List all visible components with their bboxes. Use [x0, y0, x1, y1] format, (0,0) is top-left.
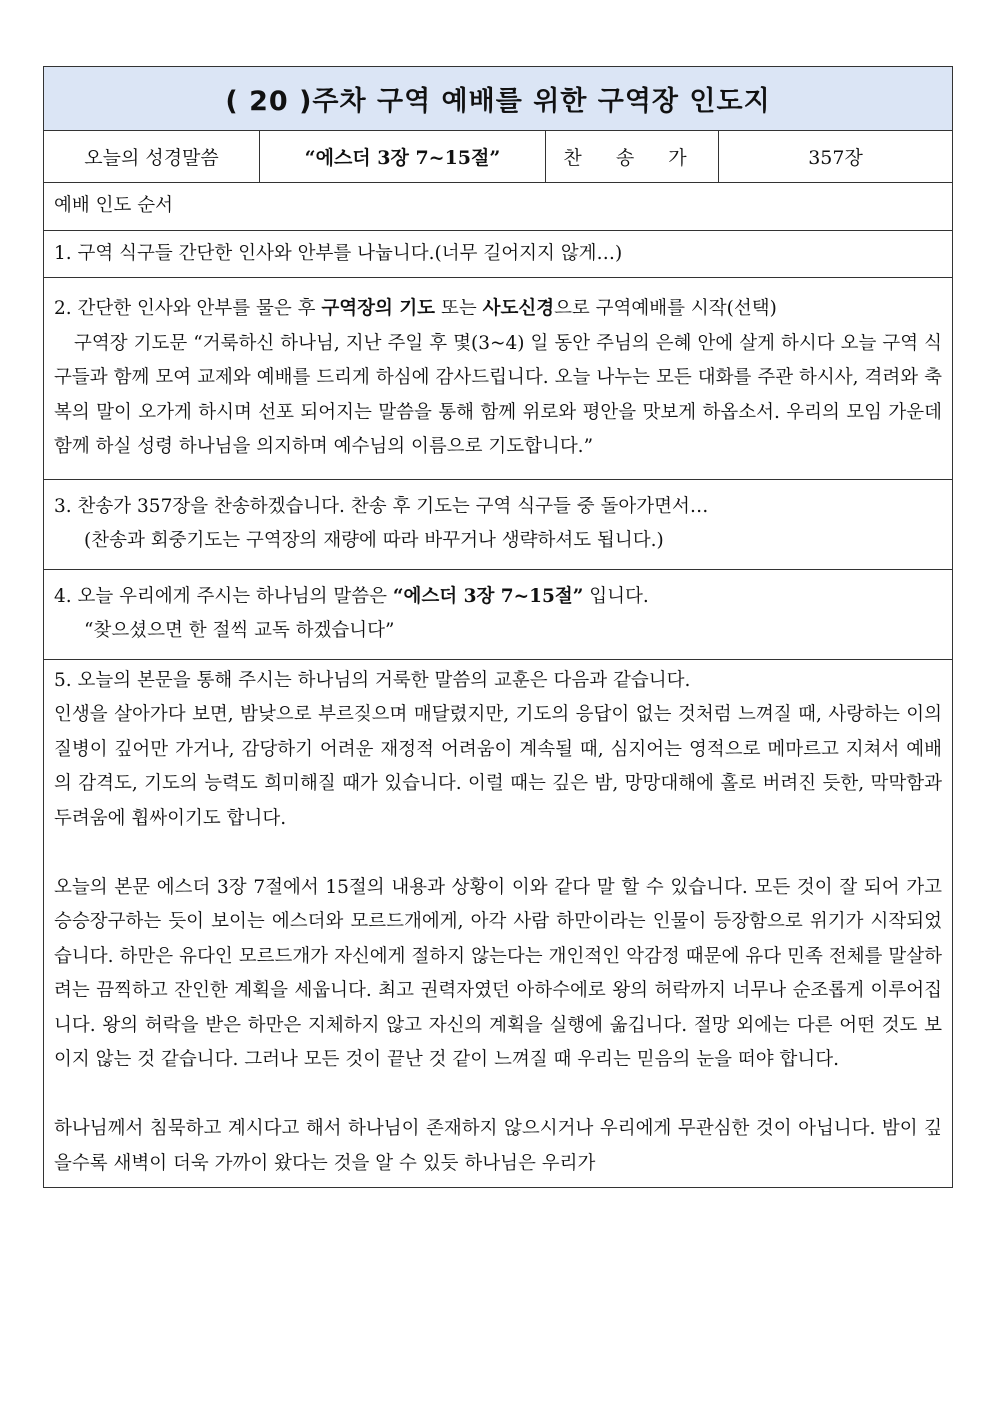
- hymn-label-text: 찬 송 가: [563, 147, 701, 169]
- step-4-post: 입니다.: [583, 585, 649, 607]
- step-5: [44, 659, 953, 1188]
- step-2: [44, 278, 953, 480]
- step-2-mid: 또는: [435, 298, 483, 319]
- step-2-prayer: [54, 327, 942, 465]
- step-2-prayer-text: 구역장 기도문 “거룩하신 하나님, 지난 주일 후 몇(3~4) 일 동안 주님의 은혜 안에 살게 하시다 오늘 구역 식구들과 함께 모여 교제와 예배를 드리게 하심에 감사드립니다. 오늘 나누는 모든 대화를 주관 하시사, 격려와 축복의 말이 오가게 하시며 선포 되어지는 말씀을 통해 함께 위로와 평안을 맛보게 하옵소서. 우리의 모임 가운데 함께 하실 성령 하나님을 의지하며 예수님의 이름으로 기도합니다.”: [54, 332, 943, 457]
- hymn-label: [546, 131, 719, 183]
- scripture-label: 오늘의 성경말씀: [44, 131, 260, 183]
- paragraph-gap: [54, 836, 942, 871]
- step-3-line-2: (찬송과 회중기도는 구역장의 재량에 따라 바꾸거나 생략하셔도 됩니다.): [84, 530, 664, 551]
- paragraph-gap: [54, 1078, 942, 1113]
- step-3-line-1: 3. 찬송가 357장을 찬송하겠습니다. 찬송 후 기도는 구역 식구들 중 돌아가면서…: [54, 495, 709, 517]
- step-5-intro: 5. 오늘의 본문을 통해 주시는 하나님의 거룩한 말씀의 교훈은 다음과 같습니다.: [54, 669, 691, 691]
- worship-guide-table: [43, 66, 953, 1188]
- step-5-paragraph-3: 하나님께서 침묵하고 계시다고 해서 하나님이 존재하지 않으시거나 우리에게 무관심한 것이 아닙니다. 밤이 깊을수록 새벽이 더욱 가까이 왔다는 것을 알 수 있듯 하나님은 우리가: [54, 1118, 943, 1174]
- info-row: [44, 131, 953, 183]
- step-1: 1. 구역 식구들 간단한 인사와 안부를 나눕니다.(너무 길어지지 않게…): [44, 230, 953, 278]
- step-2-bold-leader-prayer: 구역장의 기도: [321, 298, 436, 319]
- step-4-line-1: [54, 580, 942, 615]
- scripture-value: “에스더 3장 7~15절”: [260, 131, 546, 183]
- step-5-paragraph-2: 오늘의 본문 에스더 3장 7절에서 15절의 내용과 상황이 이와 같다 말 할 수 있습니다. 모든 것이 잘 되어 가고 승승장구하는 듯이 보이는 에스더와 모르드개에게, 아각 사람 하만이라는 인물이 등장함으로 위기가 시작되었습니다. 하만은 유다인 모르드개가 자신에게 절하지 않는다는 개인적인 악감정 때문에 유다 민족 전체를 말살하려는 끔찍하고 잔인한 계획을 세웁니다. 최고 권력자였던 아하수에로 왕의 허락까지 너무나 순조롭게 이루어집니다. 왕의 허락을 받은 하만은 지체하지 않고 자신의 계획을 실행에 옮깁니다. 절망 외에는 다른 어떤 것도 보이지 않는 것 같습니다. 그러나 모든 것이 끝난 것 같이 느껴질 때 우리는 믿음의 눈을 떠야 합니다.: [54, 876, 943, 1070]
- step-2-heading: [54, 292, 942, 327]
- step-2-bold-creed: 사도신경: [482, 298, 555, 319]
- step-4-line-2: “찾으셨으면 한 절씩 교독 하겠습니다”: [84, 620, 395, 641]
- step-4-scripture: “에스더 3장 7~15절”: [392, 585, 584, 607]
- page-title: ( 20 )주차 구역 예배를 위한 구역장 인도지: [44, 67, 953, 131]
- order-heading: 예배 인도 순서: [44, 183, 953, 231]
- step-3: [44, 479, 953, 569]
- step-4: [44, 569, 953, 659]
- step-4-pre: 4. 오늘 우리에게 주시는 하나님의 말씀은: [54, 585, 393, 607]
- step-2-post: 으로 구역예배를 시작(선택): [554, 298, 777, 319]
- hymn-value: 357장: [719, 131, 953, 183]
- step-5-paragraph-1: 인생을 살아가다 보면, 밤낮으로 부르짖으며 매달렸지만, 기도의 응답이 없는 것처럼 느껴질 때, 사랑하는 이의 질병이 깊어만 가거나, 감당하기 어려운 재정적 어려움이 계속될 때, 심지어는 영적으로 메마르고 지쳐서 예배의 감격도, 기도의 능력도 희미해질 때가 있습니다. 이럴 때는 깊은 밤, 망망대해에 홀로 버려진 듯한, 막막함과 두려움에 휩싸이기도 합니다.: [54, 704, 943, 829]
- step-2-pre: 2. 간단한 인사와 안부를 물은 후: [54, 298, 322, 319]
